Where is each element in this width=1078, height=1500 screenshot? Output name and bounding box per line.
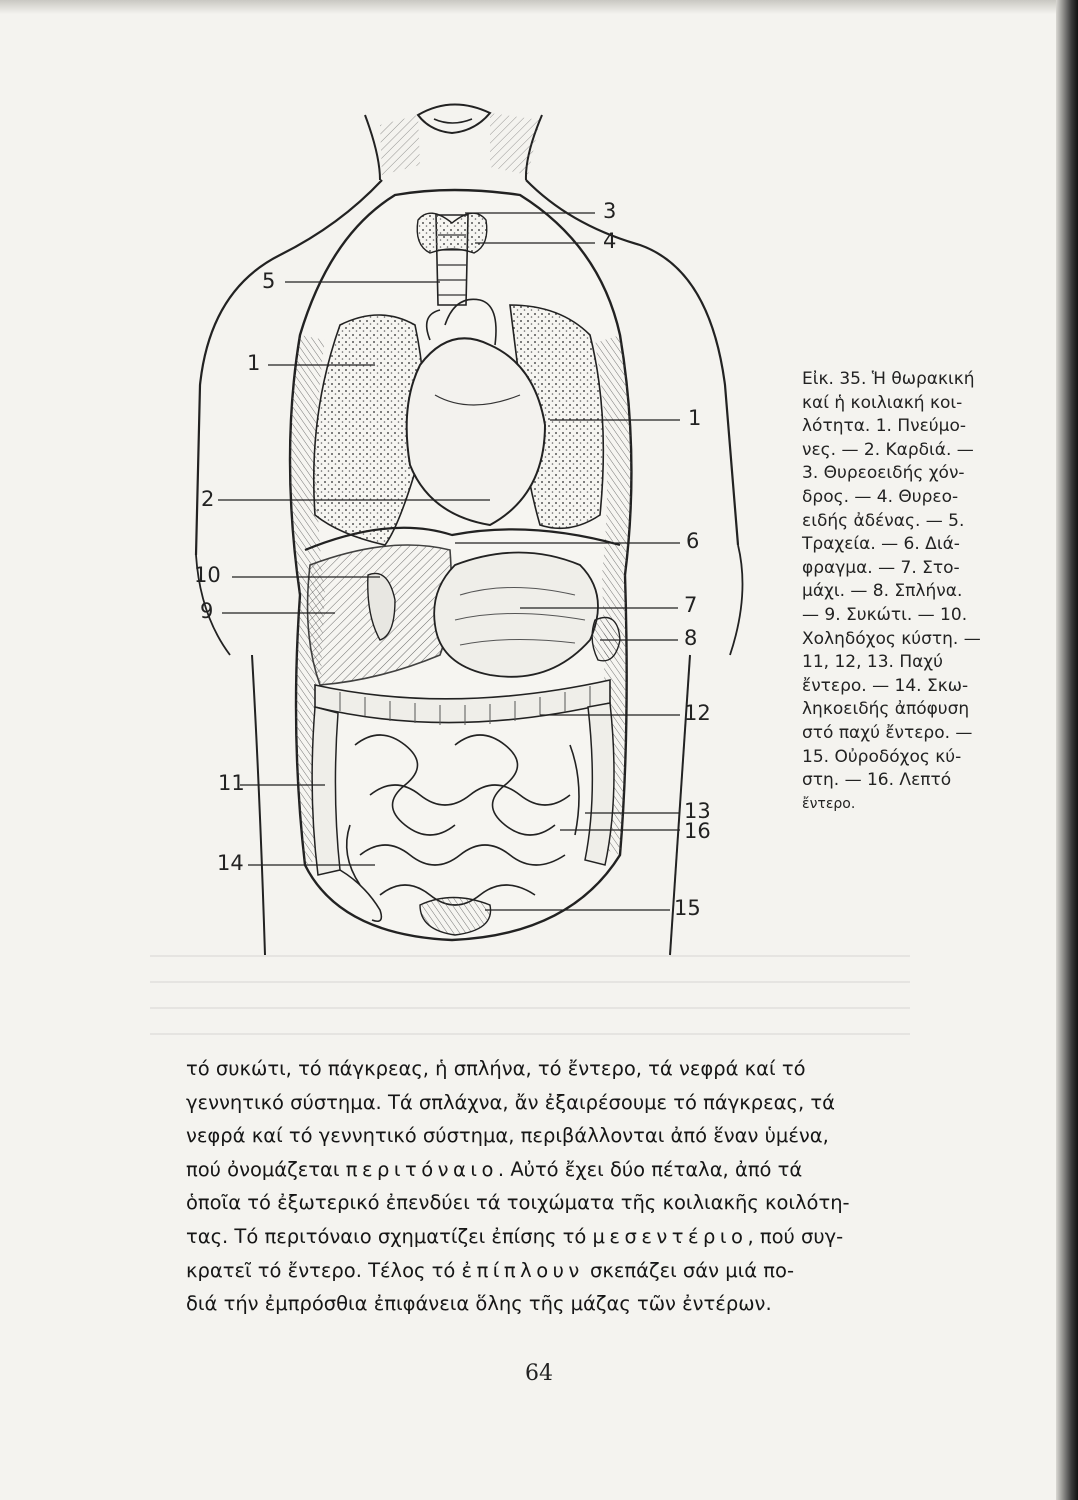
line-text: σκεπάζει σάν μιά πο- <box>590 1258 794 1282</box>
callout-16: 16 <box>684 819 711 843</box>
callout-10: 10 <box>194 563 221 587</box>
paragraph-line: γεννητικό σύστημα. Τά σπλάχνα, ἄν ἐξαιρέσουμε τό πάγκρεας, τά <box>186 1090 835 1114</box>
callout-7: 7 <box>684 593 698 617</box>
callout-13: 13 <box>684 799 711 823</box>
paragraph-line: διά τήν ἐμπρόσθια ἐπιφάνεια ὅλης τῆς μάζας τῶν ἐντέρων. <box>186 1292 772 1316</box>
page-top-shadow <box>0 0 1056 14</box>
callout-1-left: 1 <box>247 351 261 375</box>
paragraph-line <box>186 1220 1018 1254</box>
caption-line: 15. Οὐροδόχος κύ- <box>802 746 962 767</box>
line-text: τας. Τό περιτόναιο σχηματίζει ἐπίσης τό <box>186 1224 587 1248</box>
caption-line: φραγμα. — 7. Στο- <box>802 557 960 578</box>
page-number: 64 <box>525 1361 553 1386</box>
callout-14: 14 <box>217 851 244 875</box>
anatomy-figure <box>190 95 750 965</box>
line-text: πού ὀνομάζεται <box>186 1157 340 1181</box>
callout-3: 3 <box>603 199 617 223</box>
caption-line: στό παχύ ἔντερο. — <box>802 722 973 743</box>
callout-8: 8 <box>684 626 698 650</box>
caption-line: 3. Θυρεοειδής χόν- <box>802 463 965 484</box>
paragraph-line: νεφρά καί τό γεννητικό σύστημα, περιβάλλονται ἀπό ἕναν ὑμένα, <box>186 1124 829 1148</box>
callout-9: 9 <box>200 599 214 623</box>
caption-line: λότητα. 1. Πνεύμο- <box>802 416 966 437</box>
figure-caption <box>802 368 1020 816</box>
paragraph-line: ὁποῖα τό ἐξωτερικό ἐπενδύει τά τοιχώματα τῆς κοιλιακῆς κοιλότη- <box>186 1191 850 1215</box>
torso-illustration <box>190 95 750 965</box>
callout-6: 6 <box>686 529 700 553</box>
caption-line: Τραχεία. — 6. Διά- <box>802 534 960 555</box>
callout-15: 15 <box>674 896 701 920</box>
chin-outline <box>418 104 490 133</box>
paragraph-line: τό συκώτι, τό πάγκρεας, ἡ σπλήνα, τό ἔντερο, τά νεφρά καί τό <box>186 1057 806 1080</box>
waist-left <box>252 655 265 955</box>
caption-line: καί ἡ κοιλιακή κοι- <box>802 392 963 413</box>
caption-line: — 9. Συκώτι. — 10. <box>802 604 968 625</box>
caption-line: ληκοειδής ἀπόφυση <box>802 699 970 720</box>
caption-line: δρος. — 4. Θυρεο- <box>802 486 959 507</box>
page-edge-shadow <box>1056 0 1078 1500</box>
bleed-through-text <box>150 955 910 1035</box>
callout-5: 5 <box>262 269 276 293</box>
caption-line: Εἰκ. 35. Ἡ θωρακική <box>802 369 975 389</box>
caption-line: ἔντερο. — 14. Σκω- <box>802 675 969 696</box>
neck-shading <box>380 115 420 175</box>
callout-11: 11 <box>218 771 245 795</box>
callout-1-right: 1 <box>688 406 702 430</box>
caption-line: νες. — 2. Καρδιά. — <box>802 439 974 460</box>
callout-12: 12 <box>684 701 711 725</box>
body-paragraph <box>186 1052 1018 1321</box>
caption-line: στη. — 16. Λεπτό <box>802 770 952 791</box>
chin-detail <box>434 119 472 123</box>
caption-line: μάχι. — 8. Σπλήνα. <box>802 581 963 602</box>
caption-line: ειδής ἀδένας. — 5. <box>802 510 965 531</box>
term-mesentery: μεσεντέριο <box>592 1224 748 1248</box>
caption-line: Χοληδόχος κύστη. — <box>802 628 981 649</box>
caption-line: ἔντερο. <box>802 795 856 812</box>
neck-left <box>365 115 380 180</box>
line-text: . Αὐτό ἔχει δύο πέταλα, ἀπό τά <box>497 1157 803 1181</box>
neck-shading-right <box>490 113 540 175</box>
ascending-colon <box>312 707 340 875</box>
term-peritoneum: περιτόναιο <box>345 1157 498 1181</box>
arm-right <box>730 545 743 655</box>
term-omentum: ἐπίπλουν <box>461 1258 584 1282</box>
callout-4: 4 <box>603 229 617 253</box>
line-text: κρατεῖ τό ἔντερο. Τέλος τό <box>186 1258 456 1282</box>
paragraph-line <box>186 1254 1018 1288</box>
line-text: , πού συγ- <box>747 1224 844 1248</box>
caption-line: 11, 12, 13. Παχύ <box>802 652 943 673</box>
paragraph-line <box>186 1153 1018 1187</box>
callout-2: 2 <box>201 487 215 511</box>
